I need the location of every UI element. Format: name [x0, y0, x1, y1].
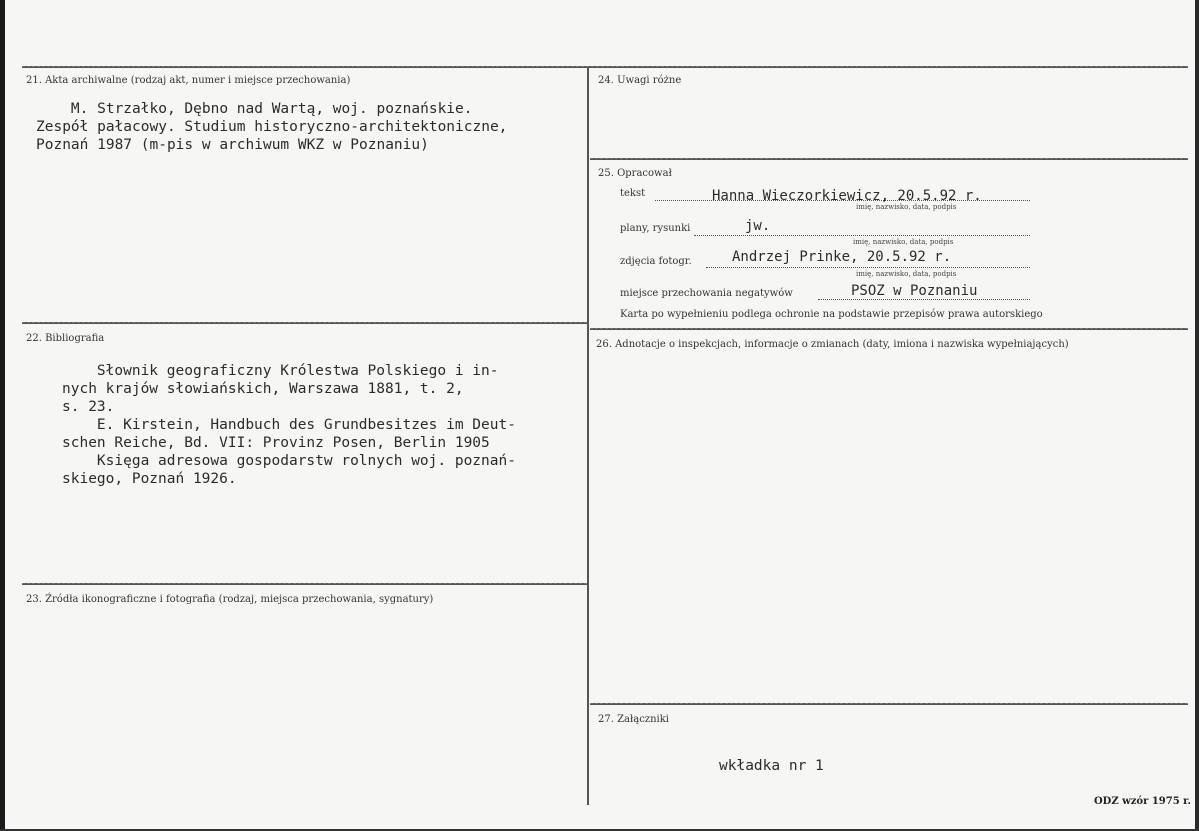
section-22-line-3: s. 23. [62, 399, 115, 415]
scan-edge-left [0, 0, 5, 831]
tekst-value: Hanna Wieczorkiewicz, 20.5.92 r. [712, 188, 982, 204]
plany-label: plany, rysunki [620, 223, 691, 234]
zdjecia-dotted-line [706, 267, 1030, 268]
plany-value: jw. [745, 218, 771, 234]
section-23-label: 23. Źródła ikonograficzne i fotografia (rodzaj, miejsca przechowania, sygnatury) [26, 594, 434, 605]
top-rule [22, 66, 1188, 68]
rule-21-22 [22, 322, 587, 324]
section-22-line-2: nych krajów słowiańskich, Warszawa 1881, t. 2, [62, 381, 464, 397]
rule-24-25 [590, 158, 1188, 160]
section-21-line-2: Zespół pałacowy. Studium historyczno-architektoniczne, [36, 119, 508, 135]
section-27-value: wkładka nr 1 [719, 758, 824, 774]
section-21-line-1: M. Strzałko, Dębno nad Wartą, woj. poznańskie. [36, 101, 473, 117]
form-footer: ODZ wzór 1975 r. [1093, 796, 1191, 807]
rule-26-27 [590, 703, 1188, 705]
section-22-line-1: Słownik geograficzny Królestwa Polskiego i in- [62, 363, 499, 379]
plany-hint: imię, nazwisko, data, podpis [853, 238, 954, 246]
miejsce-label: miejsce przechowania negatywów [620, 288, 793, 299]
miejsce-value: PSOZ w Poznaniu [851, 283, 978, 299]
rule-25-26 [590, 328, 1188, 330]
section-22-line-4: E. Kirstein, Handbuch des Grundbesitzes im Deut- [62, 417, 516, 433]
tekst-hint: imię, nazwisko, data, podpis [856, 203, 957, 211]
center-divider [587, 68, 589, 805]
rule-22-23 [22, 583, 587, 585]
zdjecia-value: Andrzej Prinke, 20.5.92 r. [732, 249, 952, 265]
section-26-label: 26. Adnotacje o inspekcjach, informacje o zmianach (daty, imiona i nazwiska wypełniających) [596, 339, 1069, 350]
copyright-note: Karta po wypełnieniu podlega ochronie na podstawie przepisów prawa autorskiego [620, 309, 1043, 320]
zdjecia-hint: imię, nazwisko, data, podpis [856, 270, 957, 278]
plany-dotted-line [694, 235, 1030, 236]
tekst-label: tekst [620, 188, 646, 199]
section-22-line-7: skiego, Poznań 1926. [62, 471, 237, 487]
section-25-label: 25. Opracował [598, 168, 672, 179]
section-22-line-5: schen Reiche, Bd. VII: Provinz Posen, Berlin 1905 [62, 435, 490, 451]
section-22-label: 22. Bibliografia [26, 333, 105, 344]
section-27-label: 27. Załączniki [598, 714, 669, 725]
section-22-line-6: Księga adresowa gospodarstw rolnych woj. poznań- [62, 453, 516, 469]
miejsce-dotted-line [818, 299, 1030, 300]
section-24-label: 24. Uwagi różne [598, 75, 682, 86]
section-21-line-3: Poznań 1987 (m-pis w archiwum WKZ w Poznaniu) [36, 137, 429, 153]
zdjecia-label: zdjęcia fotogr. [620, 256, 692, 267]
section-21-label: 21. Akta archiwalne (rodzaj akt, numer i miejsce przechowania) [26, 75, 351, 86]
scan-edge-right [1195, 0, 1199, 831]
